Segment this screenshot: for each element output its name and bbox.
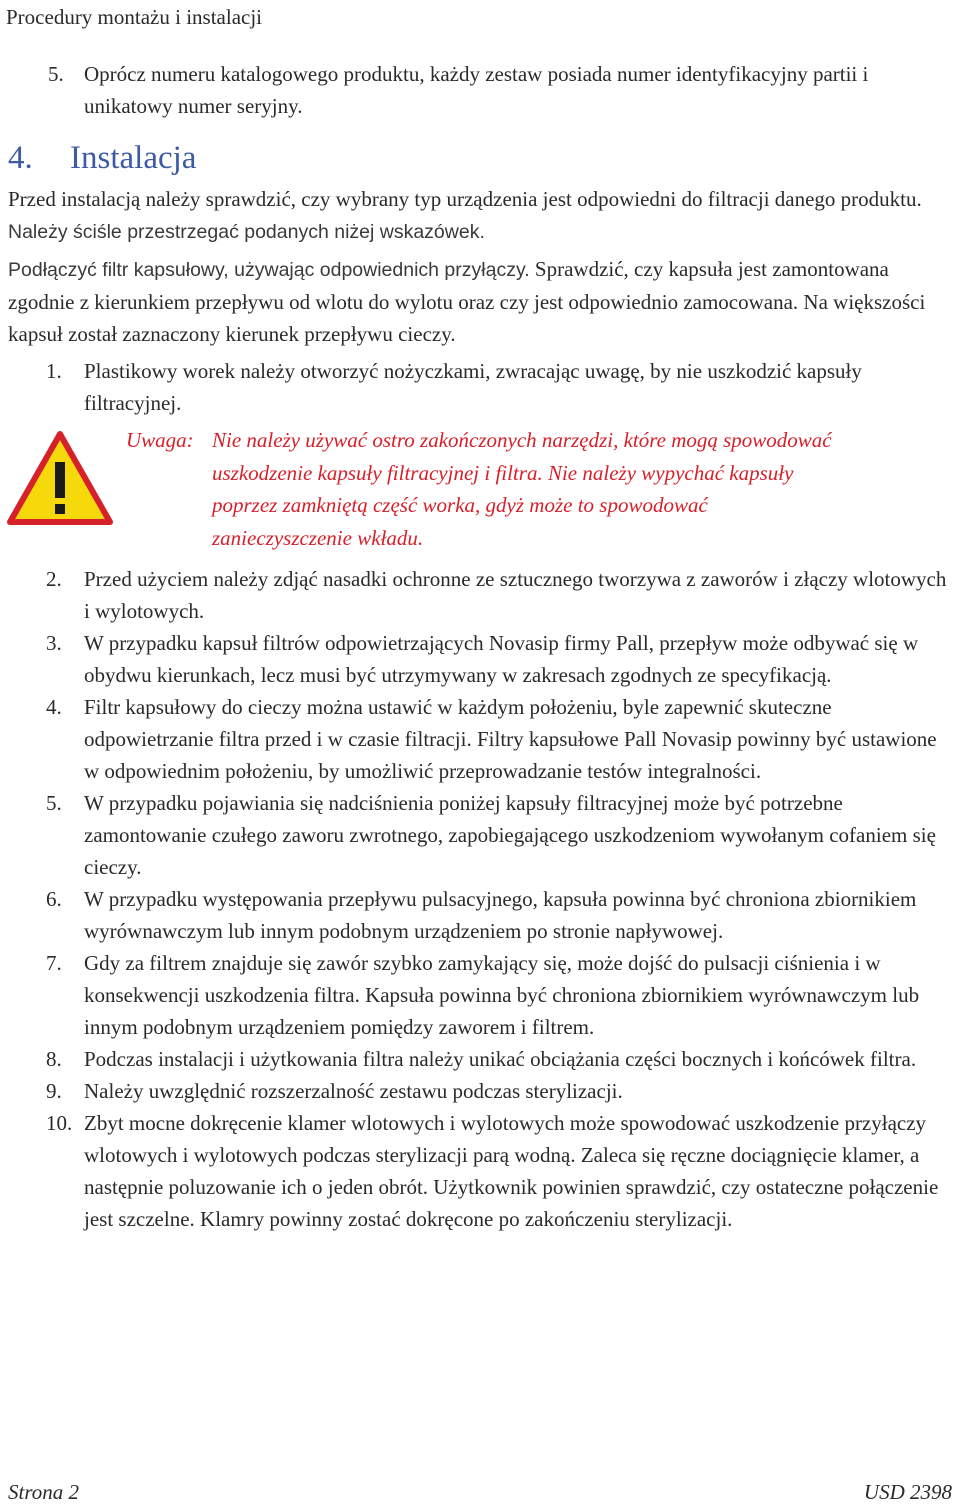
- instruction-list-continued: [46, 563, 956, 1235]
- list-item-text: Podczas instalacji i użytkowania filtra należy unikać obciążania części bocznych i końcówek filtra.: [84, 1047, 917, 1071]
- section-heading: [8, 138, 196, 178]
- section-title: Instalacja: [70, 140, 197, 176]
- list-item-text: Przed użyciem należy zdjąć nasadki ochronne ze sztucznego tworzywa z zaworów i złączy wlotowych i wylotowych.: [84, 567, 947, 623]
- list-item-text: Należy uwzględnić rozszerzalność zestawu podczas sterylizacji.: [84, 1079, 623, 1103]
- list-item-text: Plastikowy worek należy otworzyć nożyczkami, zwracając uwagę, by nie uszkodzić kapsuły filtracyjnej.: [84, 359, 862, 415]
- list-item: [46, 883, 956, 947]
- warning-triangle-icon: [6, 430, 114, 526]
- running-header: Procedury montażu i instalacji: [6, 5, 263, 29]
- section-number: 4.: [8, 140, 33, 176]
- list-item: [46, 355, 956, 419]
- list-item: [46, 947, 956, 1043]
- document-code: USD 2398: [863, 1480, 952, 1504]
- list-item-number: 1.: [46, 359, 62, 383]
- list-item-number: 9.: [46, 1079, 62, 1103]
- list-item: [46, 627, 956, 691]
- list-item: [46, 1107, 956, 1235]
- list-item-number: 8.: [46, 1047, 62, 1071]
- list-item-text: Filtr kapsułowy do cieczy można ustawić w każdym położeniu, byle zapewnić skuteczne odpowietrzanie filtra przed i w czasie filtracji. Filtry kapsułowe Pall Novasip powinny być ustawione w odpowiednim położeniu, by umożliwić przeprowadzanie testów integralności.: [84, 695, 937, 783]
- list-item-text: Gdy za filtrem znajduje się zawór szybko zamykający się, może dojść do pulsacji ciśnienia i w konsekwencji uszkodzenia filtra. Kapsuła powinna być chroniona zbiornikiem wyrównawczym lub innym podobnym urządzeniem pomiędzy zaworem i filtrem.: [84, 951, 920, 1039]
- warning-body: Nie należy używać ostro zakończonych narzędzi, które mogą spowodować uszkodzenie kapsuły filtracyjnej i filtra. Nie należy wypychać kapsuły poprzez zamkniętą część worka, gdyż może to spowodować zanieczyszczenie wkładu.: [212, 428, 832, 550]
- list-item-number: 2.: [46, 567, 62, 591]
- list-item: [46, 787, 956, 883]
- list-item-number: 3.: [46, 631, 62, 655]
- list-item: [46, 563, 956, 627]
- list-item-text: W przypadku kapsuł filtrów odpowietrzających Novasip firmy Pall, przepływ może odbywać się w obydwu kierunkach, lecz musi być utrzymywany w zakresach zgodnych ze specyfikacją.: [84, 631, 919, 687]
- connection-paragraph-lead: Podłączyć filtr kapsułowy, używając odpowiednich przyłączy.: [8, 259, 530, 281]
- page-number: Strona 2: [8, 1480, 79, 1504]
- warning-callout: [6, 424, 956, 554]
- list-item-number: 7.: [46, 951, 62, 975]
- list-item-number: 5.: [48, 62, 64, 86]
- list-item: [48, 58, 948, 122]
- list-item: [46, 1075, 956, 1107]
- list-item-number: 6.: [46, 887, 62, 911]
- list-item-text: W przypadku występowania przepływu pulsacyjnego, kapsuła powinna być chroniona zbiornikiem wyrównawczym lub innym podobnym urządzeniem po stronie napływowej.: [84, 887, 917, 943]
- intro-paragraph-text: Przed instalacją należy sprawdzić, czy wybrany typ urządzenia jest odpowiedni do filtracji danego produktu.: [8, 187, 922, 211]
- list-item: [46, 691, 956, 787]
- list-item-text: W przypadku pojawiania się nadciśnienia poniżej kapsuły filtracyjnej może być potrzebne zamontowanie czułego zaworu zwrotnego, zapobiegającego uszkodzeniom wywołanym cofaniem się cieczy.: [84, 791, 936, 879]
- list-item-number: 5.: [46, 791, 62, 815]
- intro-paragraph: [8, 183, 958, 248]
- connection-paragraph: [8, 253, 958, 350]
- list-item-text: Zbyt mocne dokręcenie klamer wlotowych i wylotowych może spowodować uszkodzenie przyłączy wlotowych i wylotowych podczas sterylizacji parą wodną. Zaleca się ręczne dociągnięcie klamer, a następnie poluzowanie ich o jeden obrót. Użytkownik powinien sprawdzić, czy ostateczne połączenie jest szczelne. Klamry powinny zostać dokręcone po zakończeniu sterylizacji.: [84, 1111, 939, 1231]
- warning-text: [126, 424, 846, 554]
- connection-paragraph-text: Sprawdzić, czy kapsuła jest zamontowana zgodnie z kierunkiem przepływu od wlotu do wylotu oraz czy jest odpowiednio zamocowana. Na większości kapsuł został zaznaczony kierunek przepływu cieczy.: [8, 257, 926, 346]
- list-item-text: Oprócz numeru katalogowego produktu, każdy zestaw posiada numer identyfikacyjny partii i unikatowy numer seryjny.: [84, 62, 869, 118]
- list-item-number: 4.: [46, 695, 62, 719]
- intro-paragraph-note: Należy ściśle przestrzegać podanych niżej wskazówek.: [8, 221, 485, 243]
- list-item: [46, 1043, 956, 1075]
- warning-label: Uwaga:: [126, 428, 194, 452]
- list-item-number: 10.: [46, 1111, 73, 1135]
- instruction-list-start: [46, 355, 956, 419]
